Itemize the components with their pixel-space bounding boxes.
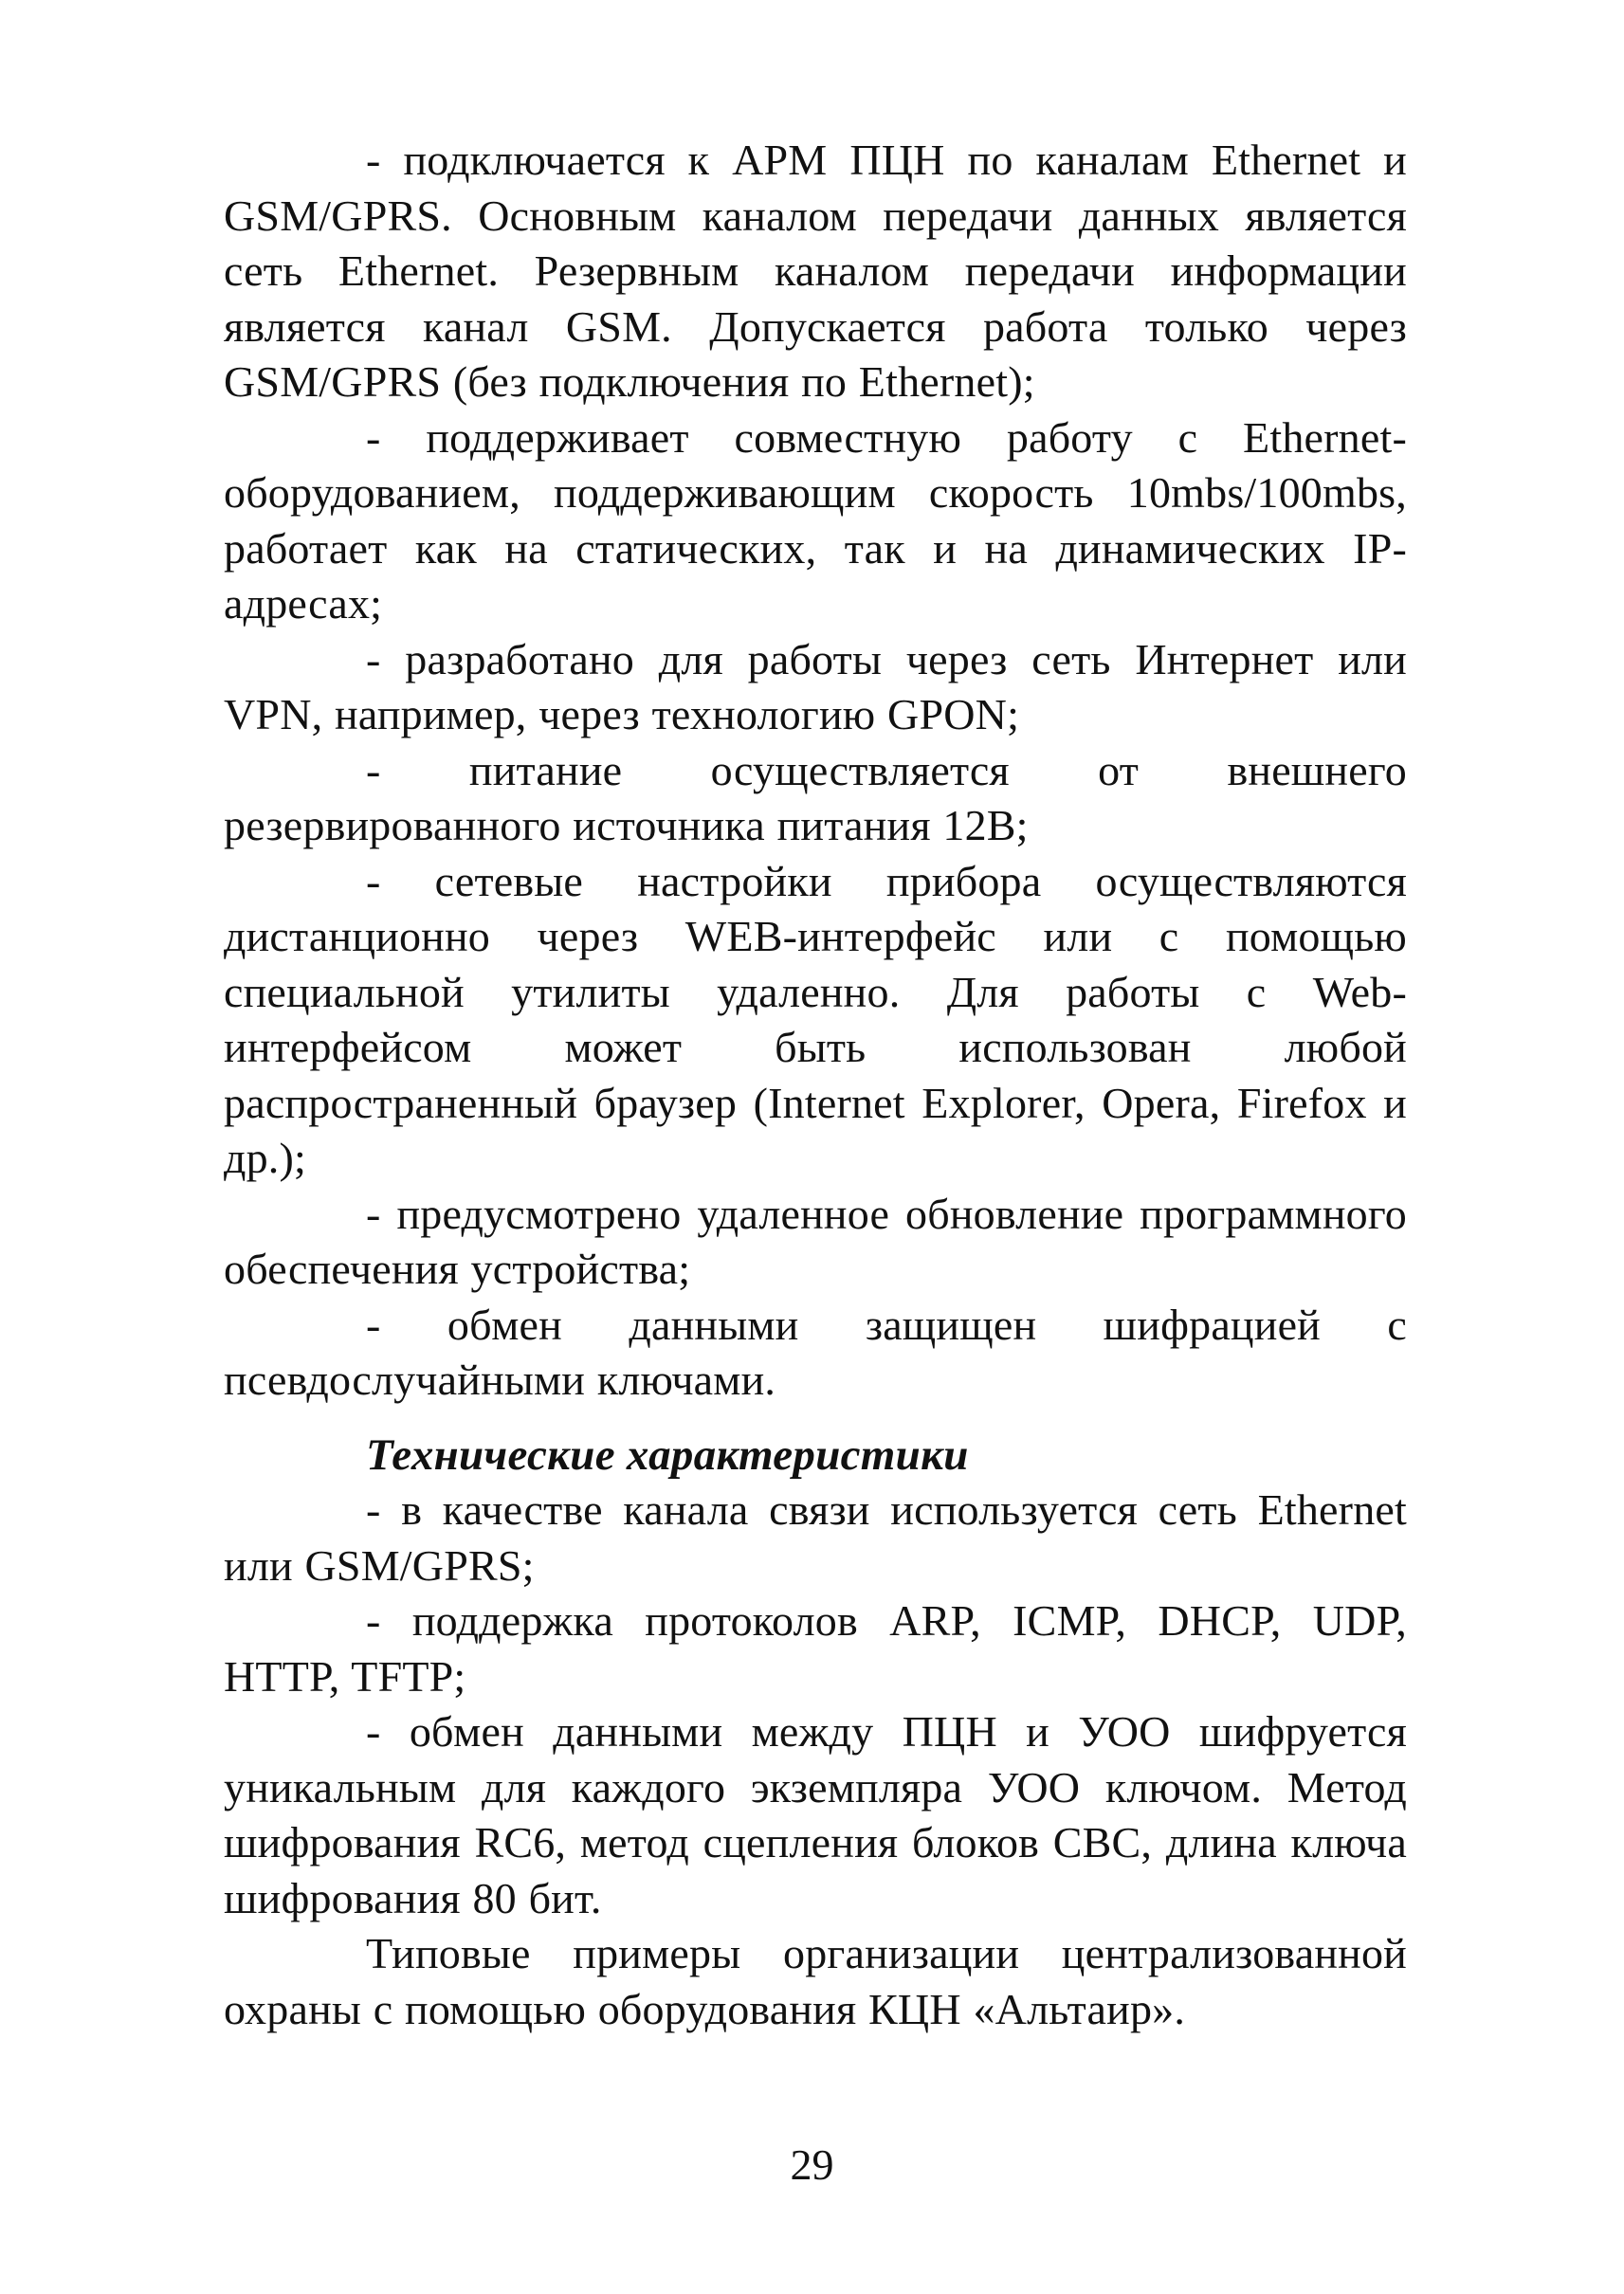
section-heading: Технические характеристики	[366, 1429, 969, 1480]
paragraph-internet-vpn: - разработано для работы через сеть Интернет или VPN, например, через технологию GPON;	[224, 634, 1407, 738]
paragraph-protocols: - поддержка протоколов ARP, ICMP, DHCP, UDP, HTTP, TFTP;	[224, 1596, 1407, 1701]
page-content	[224, 133, 1407, 2037]
paragraph-typical-examples: Типовые примеры организации централизованной охраны с помощью оборудования КЦН «Альтаир».	[224, 1929, 1407, 2033]
page-number: 29	[790, 2140, 834, 2189]
paragraph-ethernet-equipment: - поддерживает совместную работу с Ethernet-оборудованием, поддерживающим скорость 10mbs/100mbs, работает как на статических, так и на динамических IP-адресах;	[224, 412, 1407, 628]
paragraph-firmware-update: - предусмотрено удаленное обновление программного обеспечения устройства;	[224, 1189, 1407, 1293]
paragraph-channel: - в качестве канала связи используется сеть Ethernet или GSM/GPRS;	[224, 1485, 1407, 1590]
paragraph-power-supply: - питание осуществляется от внешнего резервированного источника питания 12В;	[224, 745, 1407, 849]
paragraph-ethernet-gsm: - подключается к АРМ ПЦН по каналам Ethernet и GSM/GPRS. Основным каналом передачи данных является сеть Ethernet. Резервным каналом передачи информации является канал GSM. Допускается работа только через GSM/GPRS (без подключения по Ethernet);	[224, 136, 1407, 406]
paragraph-encryption-method: - обмен данными между ПЦН и УОО шифруется уникальным для каждого экземпляра УОО ключом. Метод шифрования RC6, метод сцепления блоков CBC, длина ключа шифрования 80 бит.	[224, 1707, 1407, 1922]
paragraph-encryption: - обмен данными защищен шифрацией с псевдослучайными ключами.	[224, 1300, 1407, 1404]
paragraph-network-settings: - сетевые настройки прибора осуществляются дистанционно через WEB-интерфейс или с помощью специальной утилиты удаленно. Для работы с Web-интерфейсом может быть использован любой распространенный браузер (Internet Explorer, Opera, Firefox и др.);	[224, 856, 1407, 1182]
